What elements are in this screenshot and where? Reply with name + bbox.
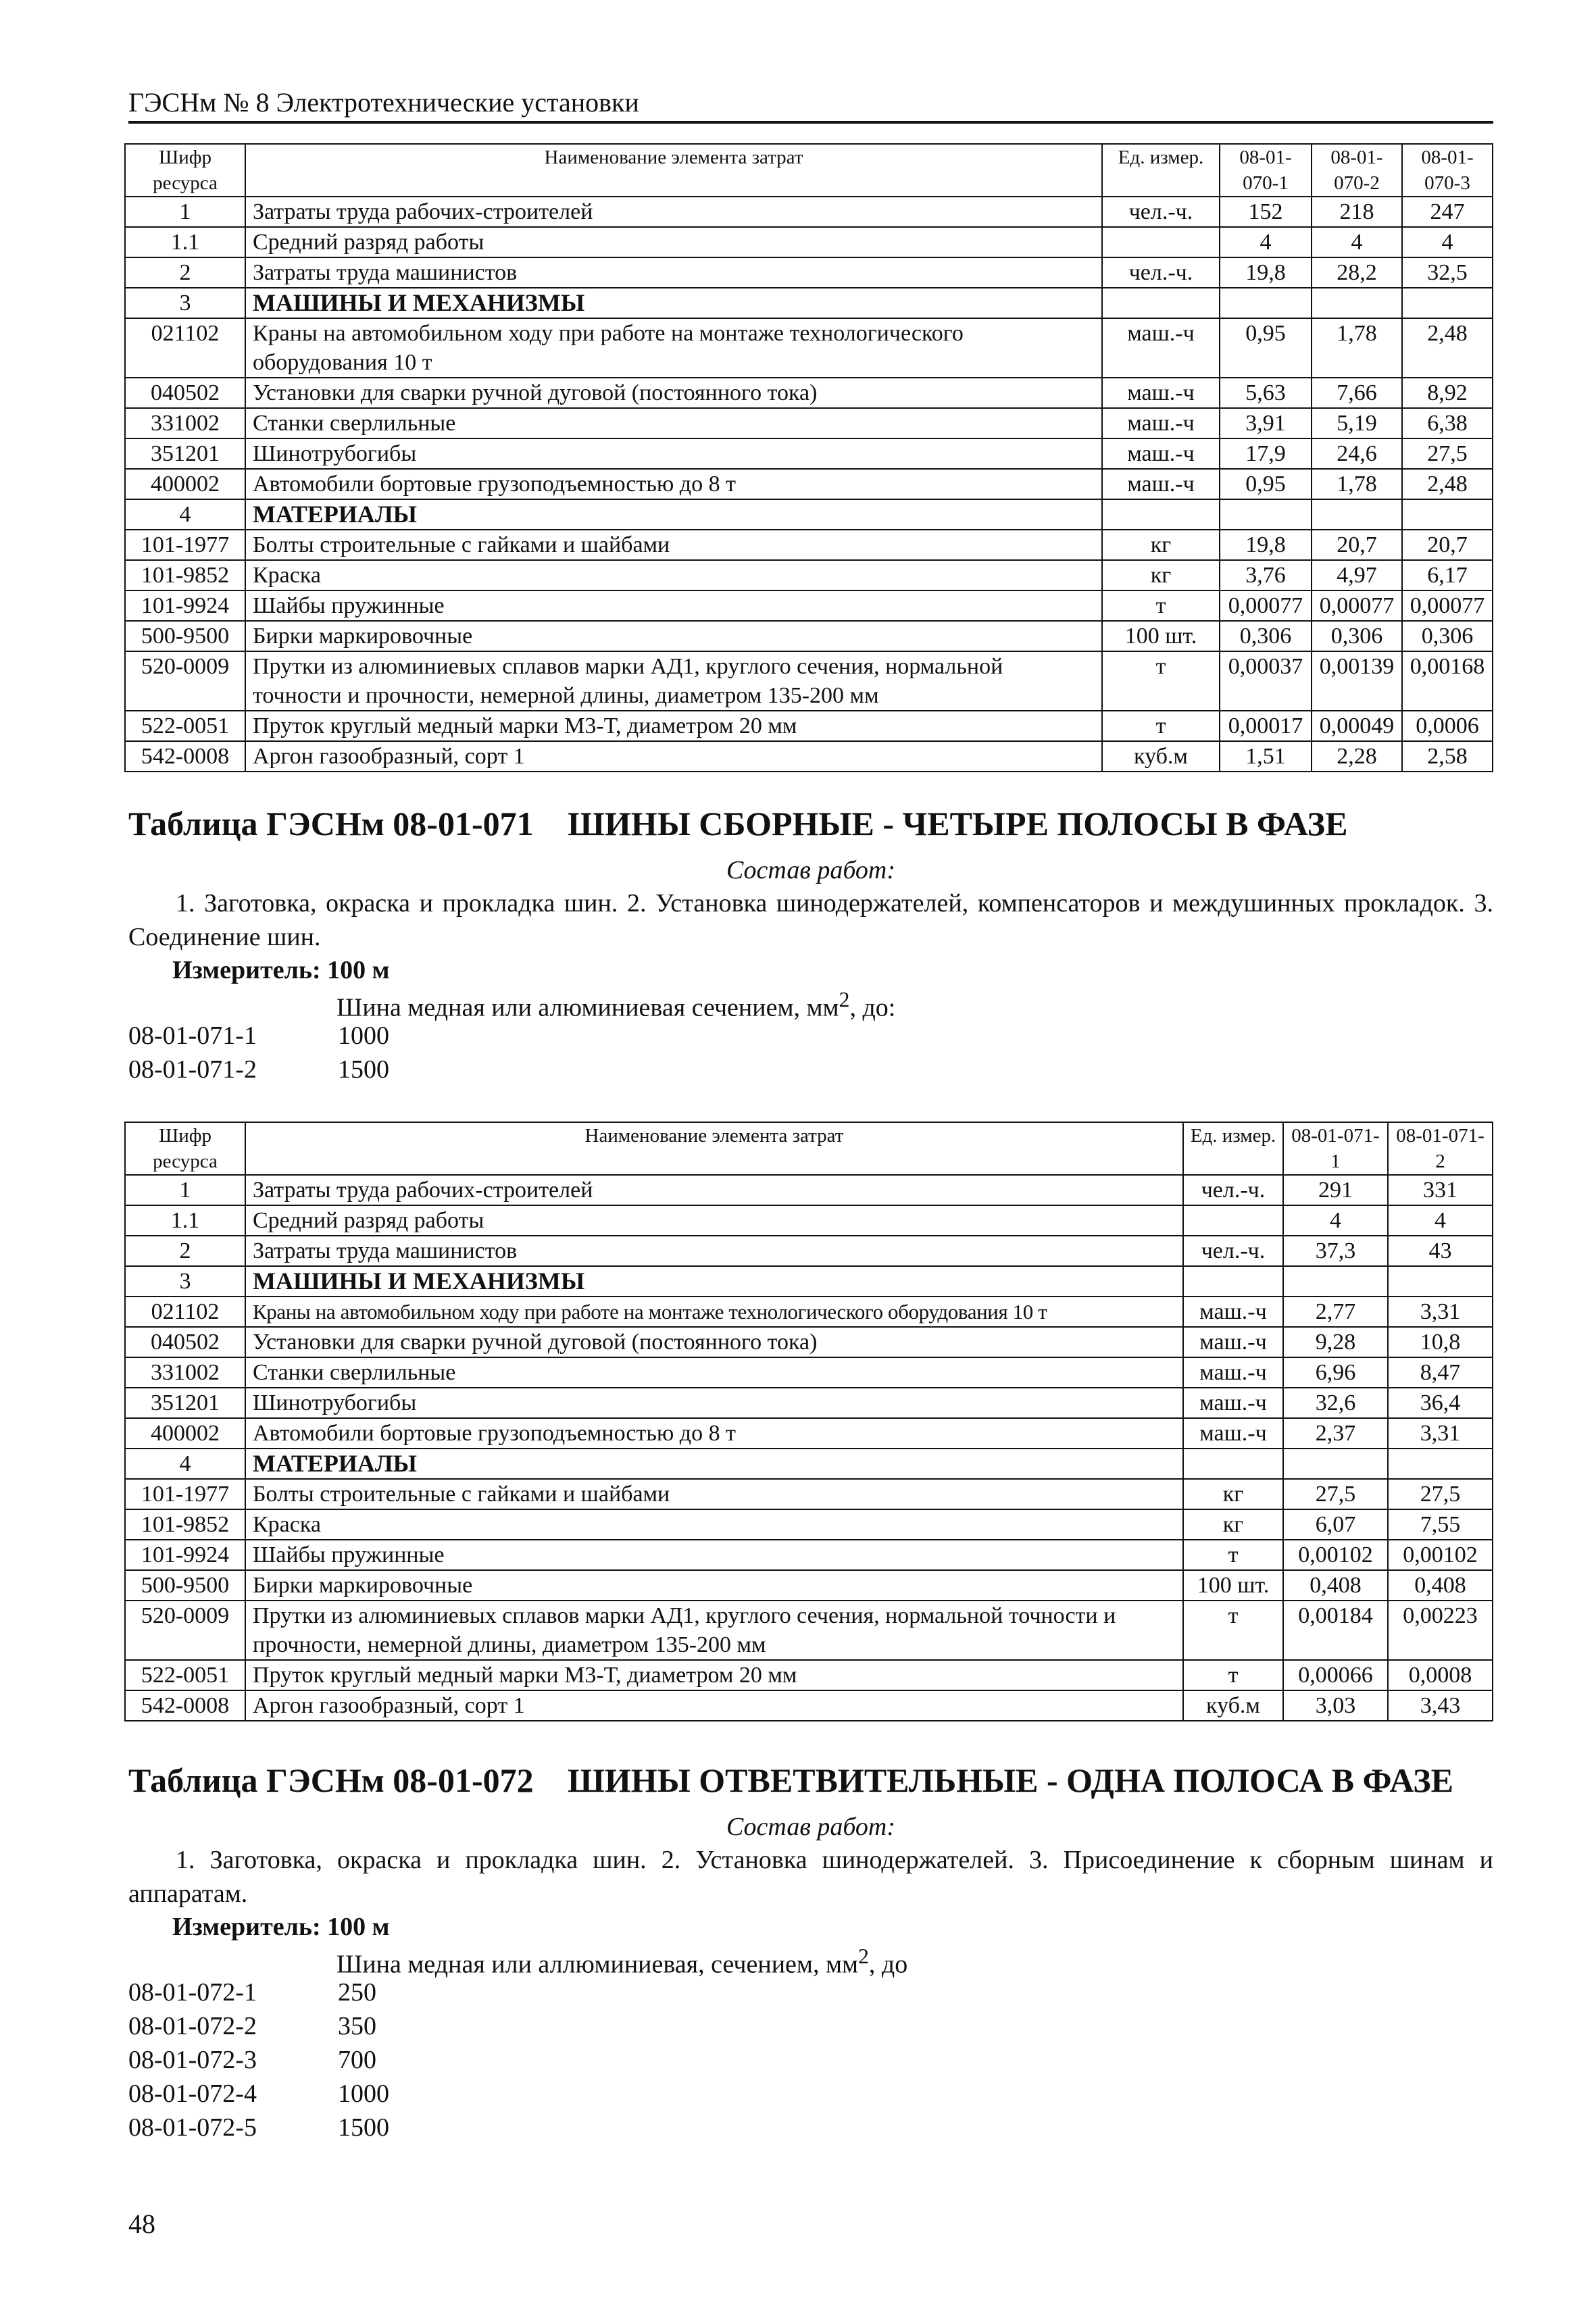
- variant-code: 08-01-072-4: [128, 2080, 257, 2108]
- norm-value-cell: 4: [1312, 227, 1402, 257]
- resource-code-cell: 520-0009: [125, 651, 245, 711]
- column-header-variant: 08-01-070-2: [1312, 144, 1402, 197]
- unit-cell: [1102, 227, 1220, 257]
- variant-row: [128, 2009, 389, 2043]
- norm-value-cell: 3,91: [1220, 408, 1312, 438]
- norm-value-cell: [1402, 288, 1493, 318]
- table-title-08-01-072: [128, 1761, 1453, 1800]
- cost-element-name-cell: Болты строительные с гайками и шайбами: [245, 530, 1102, 560]
- unit-cell: 100 шт.: [1102, 621, 1220, 651]
- cost-element-name-cell: Пруток круглый медный марки М3-Т, диаметром 20 мм: [245, 711, 1102, 741]
- variant-code: 08-01-072-1: [128, 1978, 257, 2007]
- table-row: [125, 227, 1493, 257]
- page-number: 48: [128, 2209, 155, 2239]
- norm-value-cell: [1220, 288, 1312, 318]
- spec-text: Шина медная или аллюминиевая, сечением, мм: [336, 1950, 859, 1979]
- unit-cell: т: [1102, 651, 1220, 711]
- norm-value-cell: 0,00049: [1312, 711, 1402, 741]
- variant-row: [128, 2077, 389, 2111]
- variant-code: 08-01-071-1: [128, 1022, 257, 1050]
- norm-value-cell: 20,7: [1402, 530, 1493, 560]
- column-header-code: Шифр ресурса: [125, 144, 245, 197]
- norm-value-cell: 43: [1388, 1236, 1493, 1266]
- cost-element-name-cell: Станки сверлильные: [245, 1357, 1183, 1388]
- cost-table-08-01-070: [124, 143, 1493, 772]
- cost-element-name-cell: Краны на автомобильном ходу при работе на монтаже технологического оборудования 10 т: [245, 1297, 1183, 1327]
- cost-element-name-cell: Краска: [245, 560, 1102, 590]
- composition-label: Состав работ:: [726, 856, 896, 884]
- cost-element-name-cell: Затраты труда рабочих-строителей: [245, 197, 1102, 227]
- norm-value-cell: 6,96: [1283, 1357, 1388, 1388]
- norm-value-cell: 1,78: [1312, 318, 1402, 378]
- resource-code-cell: 351201: [125, 1388, 245, 1418]
- column-header-unit: Ед. измер.: [1183, 1122, 1283, 1175]
- table-row: [125, 318, 1493, 378]
- resource-code-cell: 331002: [125, 1357, 245, 1388]
- norm-value-cell: [1388, 1449, 1493, 1479]
- unit-cell: т: [1183, 1660, 1283, 1690]
- cost-element-name-cell: Аргон газообразный, сорт 1: [245, 741, 1102, 772]
- norm-value-cell: 0,00184: [1283, 1601, 1388, 1660]
- unit-cell: [1183, 1205, 1283, 1236]
- norm-value-cell: 0,00102: [1388, 1540, 1493, 1570]
- variant-code: 08-01-072-3: [128, 2046, 257, 2074]
- unit-cell: чел.-ч.: [1102, 257, 1220, 288]
- resource-code-cell: 101-1977: [125, 530, 245, 560]
- norm-value-cell: 36,4: [1388, 1388, 1493, 1418]
- norm-value-cell: 4: [1388, 1205, 1493, 1236]
- norm-value-cell: [1220, 499, 1312, 530]
- column-header-code: Шифр ресурса: [125, 1122, 245, 1175]
- table-row: [125, 530, 1493, 560]
- norm-value-cell: 0,0008: [1388, 1660, 1493, 1690]
- resource-code-cell: 2: [125, 257, 245, 288]
- cost-element-name-cell: МАТЕРИАЛЫ: [245, 499, 1102, 530]
- table-header-row: [125, 144, 1493, 197]
- norm-value-cell: 6,17: [1402, 560, 1493, 590]
- running-header: ГЭСНм № 8 Электротехнические установки: [128, 86, 1493, 124]
- table-row: [125, 1479, 1493, 1509]
- norm-value-cell: 19,8: [1220, 530, 1312, 560]
- norm-value-cell: [1283, 1266, 1388, 1297]
- cost-table-08-01-071: [124, 1122, 1493, 1721]
- resource-code-cell: 3: [125, 288, 245, 318]
- variant-row: [128, 1053, 389, 1086]
- cost-element-name-cell: Болты строительные с гайками и шайбами: [245, 1479, 1183, 1509]
- table-row: [125, 1509, 1493, 1540]
- table-row: [125, 1540, 1493, 1570]
- unit-cell: [1183, 1449, 1283, 1479]
- norm-value-cell: 2,58: [1402, 741, 1493, 772]
- unit-cell: куб.м: [1102, 741, 1220, 772]
- cost-element-name-cell: Шинотрубогибы: [245, 1388, 1183, 1418]
- unit-cell: кг: [1102, 560, 1220, 590]
- norm-value-cell: 152: [1220, 197, 1312, 227]
- cost-element-name-cell: Краны на автомобильном ходу при работе на монтаже технологического оборудования 10 т: [245, 318, 1102, 378]
- table-row: [125, 257, 1493, 288]
- spec-caption: [336, 1944, 907, 1980]
- norm-value-cell: 0,00037: [1220, 651, 1312, 711]
- norm-value-cell: 3,31: [1388, 1418, 1493, 1449]
- section-row: [125, 1449, 1493, 1479]
- norm-value-cell: 218: [1312, 197, 1402, 227]
- norm-value-cell: 3,31: [1388, 1297, 1493, 1327]
- norm-value-cell: 0,408: [1283, 1570, 1388, 1601]
- variant-row: [128, 2111, 389, 2144]
- variant-value: 700: [338, 2046, 376, 2074]
- cost-element-name-cell: Аргон газообразный, сорт 1: [245, 1690, 1183, 1721]
- norm-value-cell: 0,00139: [1312, 651, 1402, 711]
- cost-element-name-cell: Шайбы пружинные: [245, 1540, 1183, 1570]
- resource-code-cell: 522-0051: [125, 711, 245, 741]
- table-title-name: ШИНЫ ОТВЕТВИТЕЛЬНЫЕ - ОДНА ПОЛОСА В ФАЗЕ: [568, 1761, 1453, 1799]
- cost-element-name-cell: Станки сверлильные: [245, 408, 1102, 438]
- table-row: [125, 1175, 1493, 1205]
- cost-element-name-cell: Затраты труда машинистов: [245, 1236, 1183, 1266]
- variant-code: 08-01-071-2: [128, 1055, 257, 1084]
- column-header-variant: 08-01-070-1: [1220, 144, 1312, 197]
- norm-value-cell: 0,00077: [1402, 590, 1493, 621]
- unit-cell: маш.-ч: [1102, 318, 1220, 378]
- resource-code-cell: 4: [125, 499, 245, 530]
- section-row: [125, 1266, 1493, 1297]
- norm-value-cell: 0,00102: [1283, 1540, 1388, 1570]
- spec-suffix: , до:: [849, 993, 896, 1022]
- resource-code-cell: 4: [125, 1449, 245, 1479]
- spec-suffix: , до: [868, 1950, 908, 1979]
- norm-value-cell: 6,07: [1283, 1509, 1388, 1540]
- resource-code-cell: 1.1: [125, 1205, 245, 1236]
- cost-element-name-cell: Установки для сварки ручной дуговой (постоянного тока): [245, 1327, 1183, 1357]
- spec-superscript: 2: [839, 988, 850, 1011]
- variant-row: [128, 2043, 389, 2077]
- norm-value-cell: 2,37: [1283, 1418, 1388, 1449]
- resource-code-cell: 331002: [125, 408, 245, 438]
- norm-value-cell: 5,19: [1312, 408, 1402, 438]
- resource-code-cell: 021102: [125, 1297, 245, 1327]
- unit-cell: т: [1183, 1540, 1283, 1570]
- norm-value-cell: [1312, 288, 1402, 318]
- resource-code-cell: 3: [125, 1266, 245, 1297]
- norm-value-cell: 331: [1388, 1175, 1493, 1205]
- section-row: [125, 499, 1493, 530]
- norm-value-cell: 0,0006: [1402, 711, 1493, 741]
- resource-code-cell: 500-9500: [125, 621, 245, 651]
- unit-cell: куб.м: [1183, 1690, 1283, 1721]
- unit-cell: маш.-ч: [1102, 469, 1220, 499]
- table-title-code: Таблица ГЭСНм 08-01-071: [128, 805, 534, 842]
- unit-cell: маш.-ч: [1183, 1297, 1283, 1327]
- table-title-code: Таблица ГЭСНм 08-01-072: [128, 1761, 534, 1799]
- unit-cell: маш.-ч: [1102, 408, 1220, 438]
- norm-value-cell: 20,7: [1312, 530, 1402, 560]
- table-row: [125, 1327, 1493, 1357]
- norm-value-cell: 5,63: [1220, 378, 1312, 408]
- unit-cell: маш.-ч: [1183, 1418, 1283, 1449]
- table-row: [125, 1205, 1493, 1236]
- resource-code-cell: 021102: [125, 318, 245, 378]
- variant-code: 08-01-072-2: [128, 2012, 257, 2040]
- variant-value: 1000: [338, 2080, 389, 2108]
- norm-value-cell: 2,28: [1312, 741, 1402, 772]
- resource-code-cell: 500-9500: [125, 1570, 245, 1601]
- variant-value: 1000: [338, 1022, 389, 1050]
- table-row: [125, 408, 1493, 438]
- norm-value-cell: 291: [1283, 1175, 1388, 1205]
- unit-cell: 100 шт.: [1183, 1570, 1283, 1601]
- resource-code-cell: 101-1977: [125, 1479, 245, 1509]
- cost-element-name-cell: Затраты труда машинистов: [245, 257, 1102, 288]
- variant-list: [128, 1976, 389, 2144]
- resource-code-cell: 101-9924: [125, 590, 245, 621]
- table-row: [125, 1601, 1493, 1660]
- spec-superscript: 2: [858, 1944, 869, 1968]
- table-row: [125, 1570, 1493, 1601]
- variant-code: 08-01-072-5: [128, 2113, 257, 2142]
- norm-value-cell: 0,408: [1388, 1570, 1493, 1601]
- measure-unit: Измеритель: 100 м: [172, 1913, 390, 1941]
- table-title-08-01-071: [128, 804, 1348, 843]
- cost-element-name-cell: МАШИНЫ И МЕХАНИЗМЫ: [245, 288, 1102, 318]
- norm-value-cell: [1388, 1266, 1493, 1297]
- unit-cell: кг: [1183, 1509, 1283, 1540]
- cost-element-name-cell: Пруток круглый медный марки М3-Т, диаметром 20 мм: [245, 1660, 1183, 1690]
- unit-cell: [1183, 1266, 1283, 1297]
- section-row: [125, 288, 1493, 318]
- column-header-variant: 08-01-071-1: [1283, 1122, 1388, 1175]
- cost-element-name-cell: Установки для сварки ручной дуговой (постоянного тока): [245, 378, 1102, 408]
- norm-value-cell: 27,5: [1402, 438, 1493, 469]
- norm-value-cell: 0,00223: [1388, 1601, 1493, 1660]
- norm-value-cell: 10,8: [1388, 1327, 1493, 1357]
- table-row: [125, 469, 1493, 499]
- table-row: [125, 378, 1493, 408]
- unit-cell: маш.-ч: [1102, 438, 1220, 469]
- unit-cell: [1102, 288, 1220, 318]
- cost-element-name-cell: Автомобили бортовые грузоподъемностью до 8 т: [245, 1418, 1183, 1449]
- norm-value-cell: 3,43: [1388, 1690, 1493, 1721]
- table-row: [125, 560, 1493, 590]
- norm-value-cell: 8,92: [1402, 378, 1493, 408]
- resource-code-cell: 040502: [125, 378, 245, 408]
- column-header-unit: Ед. измер.: [1102, 144, 1220, 197]
- norm-value-cell: [1402, 499, 1493, 530]
- cost-element-name-cell: Прутки из алюминиевых сплавов марки АД1, круглого сечения, нормальной точности и прочности, немерной длины, диаметром 135-200 мм: [245, 1601, 1183, 1660]
- norm-value-cell: [1312, 499, 1402, 530]
- unit-cell: чел.-ч.: [1102, 197, 1220, 227]
- norm-value-cell: 4: [1220, 227, 1312, 257]
- table-row: [125, 438, 1493, 469]
- table-row: [125, 590, 1493, 621]
- norm-value-cell: 27,5: [1388, 1479, 1493, 1509]
- resource-code-cell: 1: [125, 1175, 245, 1205]
- unit-cell: кг: [1183, 1479, 1283, 1509]
- norm-value-cell: 0,306: [1312, 621, 1402, 651]
- cost-element-name-cell: Бирки маркировочные: [245, 1570, 1183, 1601]
- norm-value-cell: 8,47: [1388, 1357, 1493, 1388]
- composition-label: Состав работ:: [726, 1813, 896, 1841]
- column-header-name: Наименование элемента затрат: [245, 1122, 1183, 1175]
- variant-value: 1500: [338, 2113, 389, 2142]
- variant-value: 350: [338, 2012, 376, 2040]
- norm-value-cell: 27,5: [1283, 1479, 1388, 1509]
- cost-element-name-cell: Бирки маркировочные: [245, 621, 1102, 651]
- spec-caption: [336, 988, 895, 1023]
- norm-value-cell: 0,00017: [1220, 711, 1312, 741]
- norm-value-cell: 0,00168: [1402, 651, 1493, 711]
- variant-value: 250: [338, 1978, 376, 2007]
- norm-value-cell: 0,00077: [1312, 590, 1402, 621]
- norm-value-cell: 7,55: [1388, 1509, 1493, 1540]
- resource-code-cell: 040502: [125, 1327, 245, 1357]
- norm-value-cell: 32,6: [1283, 1388, 1388, 1418]
- norm-value-cell: 37,3: [1283, 1236, 1388, 1266]
- resource-code-cell: 351201: [125, 438, 245, 469]
- table-row: [125, 651, 1493, 711]
- norm-value-cell: 2,77: [1283, 1297, 1388, 1327]
- cost-element-name-cell: Автомобили бортовые грузоподъемностью до 8 т: [245, 469, 1102, 499]
- resource-code-cell: 542-0008: [125, 741, 245, 772]
- norm-value-cell: 2,48: [1402, 318, 1493, 378]
- norm-value-cell: 28,2: [1312, 257, 1402, 288]
- norm-value-cell: 4: [1402, 227, 1493, 257]
- measure-unit: Измеритель: 100 м: [172, 956, 390, 984]
- resource-code-cell: 400002: [125, 469, 245, 499]
- unit-cell: маш.-ч: [1183, 1388, 1283, 1418]
- norm-value-cell: 32,5: [1402, 257, 1493, 288]
- norm-value-cell: 0,306: [1402, 621, 1493, 651]
- norm-value-cell: 9,28: [1283, 1327, 1388, 1357]
- unit-cell: кг: [1102, 530, 1220, 560]
- norm-value-cell: 7,66: [1312, 378, 1402, 408]
- unit-cell: маш.-ч: [1183, 1327, 1283, 1357]
- resource-code-cell: 542-0008: [125, 1690, 245, 1721]
- cost-element-name-cell: Прутки из алюминиевых сплавов марки АД1, круглого сечения, нормальной точности и прочности, немерной длины, диаметром 135-200 мм: [245, 651, 1102, 711]
- resource-code-cell: 101-9852: [125, 560, 245, 590]
- norm-value-cell: 247: [1402, 197, 1493, 227]
- table-row: [125, 1690, 1493, 1721]
- norm-value-cell: 0,00066: [1283, 1660, 1388, 1690]
- norm-value-cell: 24,6: [1312, 438, 1402, 469]
- cost-element-name-cell: Краска: [245, 1509, 1183, 1540]
- norm-value-cell: 0,306: [1220, 621, 1312, 651]
- norm-value-cell: 17,9: [1220, 438, 1312, 469]
- unit-cell: маш.-ч: [1183, 1357, 1283, 1388]
- norm-value-cell: 1,51: [1220, 741, 1312, 772]
- resource-code-cell: 101-9924: [125, 1540, 245, 1570]
- unit-cell: т: [1102, 711, 1220, 741]
- table-row: [125, 1236, 1493, 1266]
- unit-cell: чел.-ч.: [1183, 1175, 1283, 1205]
- variant-value: 1500: [338, 1055, 389, 1084]
- variant-list: [128, 1019, 389, 1086]
- table-row: [125, 1418, 1493, 1449]
- cost-element-name-cell: Шайбы пружинные: [245, 590, 1102, 621]
- table-row: [125, 741, 1493, 772]
- composition-text: 1. Заготовка, окраска и прокладка шин. 2. Установка шинодержателей. 3. Присоединение к сборным шинам и аппаратам.: [128, 1846, 1493, 1908]
- spec-text: Шина медная или алюминиевая сечением, мм: [336, 993, 839, 1022]
- variant-row: [128, 1019, 389, 1053]
- table-body: [125, 1175, 1493, 1721]
- resource-code-cell: 1.1: [125, 227, 245, 257]
- norm-value-cell: 19,8: [1220, 257, 1312, 288]
- cost-element-name-cell: Средний разряд работы: [245, 1205, 1183, 1236]
- table-row: [125, 1660, 1493, 1690]
- norm-value-cell: [1283, 1449, 1388, 1479]
- resource-code-cell: 101-9852: [125, 1509, 245, 1540]
- table-row: [125, 197, 1493, 227]
- resource-code-cell: 522-0051: [125, 1660, 245, 1690]
- unit-cell: т: [1102, 590, 1220, 621]
- norm-value-cell: 1,78: [1312, 469, 1402, 499]
- norm-value-cell: 0,95: [1220, 469, 1312, 499]
- table-row: [125, 1388, 1493, 1418]
- cost-element-name-cell: Средний разряд работы: [245, 227, 1102, 257]
- norm-value-cell: 2,48: [1402, 469, 1493, 499]
- table-header-row: [125, 1122, 1493, 1175]
- resource-code-cell: 400002: [125, 1418, 245, 1449]
- column-header-name: Наименование элемента затрат: [245, 144, 1102, 197]
- norm-value-cell: 6,38: [1402, 408, 1493, 438]
- table-row: [125, 621, 1493, 651]
- norm-value-cell: 4,97: [1312, 560, 1402, 590]
- column-header-variant: 08-01-071-2: [1388, 1122, 1493, 1175]
- norm-value-cell: 0,00077: [1220, 590, 1312, 621]
- variant-row: [128, 1976, 389, 2009]
- cost-element-name-cell: МАТЕРИАЛЫ: [245, 1449, 1183, 1479]
- resource-code-cell: 1: [125, 197, 245, 227]
- resource-code-cell: 2: [125, 1236, 245, 1266]
- column-header-variant: 08-01-070-3: [1402, 144, 1493, 197]
- norm-value-cell: 3,03: [1283, 1690, 1388, 1721]
- unit-cell: чел.-ч.: [1183, 1236, 1283, 1266]
- resource-code-cell: 520-0009: [125, 1601, 245, 1660]
- table-row: [125, 1297, 1493, 1327]
- unit-cell: т: [1183, 1601, 1283, 1660]
- cost-element-name-cell: Шинотрубогибы: [245, 438, 1102, 469]
- norm-value-cell: 0,95: [1220, 318, 1312, 378]
- cost-element-name-cell: МАШИНЫ И МЕХАНИЗМЫ: [245, 1266, 1183, 1297]
- table-row: [125, 711, 1493, 741]
- composition-text: 1. Заготовка, окраска и прокладка шин. 2. Установка шинодержателей, компенсаторов и междушинных прокладок. 3. Соединение шин.: [128, 889, 1493, 951]
- norm-value-cell: 4: [1283, 1205, 1388, 1236]
- table-row: [125, 1357, 1493, 1388]
- norm-value-cell: 3,76: [1220, 560, 1312, 590]
- cost-element-name-cell: Затраты труда рабочих-строителей: [245, 1175, 1183, 1205]
- unit-cell: маш.-ч: [1102, 378, 1220, 408]
- table-title-name: ШИНЫ СБОРНЫЕ - ЧЕТЫРЕ ПОЛОСЫ В ФАЗЕ: [568, 805, 1348, 842]
- unit-cell: [1102, 499, 1220, 530]
- table-body: [125, 197, 1493, 772]
